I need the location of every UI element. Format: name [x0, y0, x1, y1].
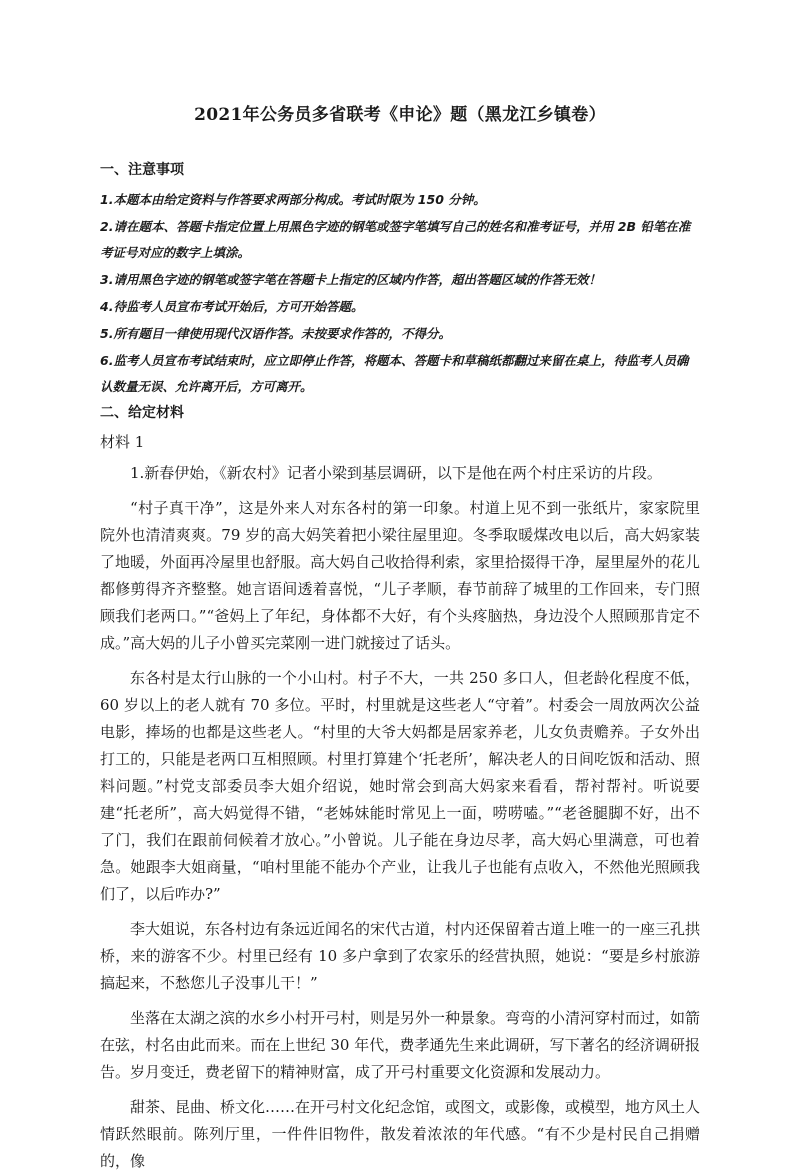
notice-item: 1.本题本由给定资料与作答要求两部分构成。考试时限为 150 分钟。 — [100, 192, 486, 207]
material-paragraph: “村子真干净”，这是外来人对东各村的第一印象。村道上见不到一张纸片，家家院里院外也清清爽爽。79 岁的高大妈笑着把小梁往屋里迎。冬季取暖煤改电以后，高大妈家装了地暖，外面再冷屋里也舒服。高大妈自己收拾得利索，家里拾掇得干净，屋里屋外的花儿都修剪得齐齐整整。她言语间透着喜悦，“儿子孝顺，春节前辞了城里的工作回来，专门照顾我们老两口。”“爸妈上了年纪，身体都不大好，有个头疼脑热，身边没个人照顾那肯定不成。”高大妈的儿子小曾买完菜刚一进门就接过了话头。 — [100, 499, 701, 652]
notice-item: 4.待监考人员宣布考试开始后，方可开始答题。 — [100, 299, 364, 314]
material-paragraph: 坐落在太湖之滨的水乡小村开弓村，则是另外一种景象。弯弯的小清河穿村而过，如箭在弦，村名由此而来。而在上世纪 30 年代，费孝通先生来此调研，写下著名的经济调研报告。岁月变迁，费老留下的精神财富，成了开弓村重要文化资源和发展动力。 — [100, 1009, 701, 1081]
notice-item: 6.监考人员宣布考试结束时，应立即停止作答，将题本、答题卡和草稿纸都翻过来留在桌上，待监考人员确认数量无误、允许离开后，方可离开。 — [100, 353, 689, 394]
material-paragraph: 东各村是太行山脉的一个小山村。村子不大，一共 250 多口人，但老龄化程度不低，60 岁以上的老人就有 70 多位。平时，村里就是这些老人“守着”。村委会一周放两次公益电影，捧场的也都是这些老人。“村里的大爷大妈都是居家养老，儿女负责赡养。子女外出打工的，只能是老两口互相照顾。村里打算建个‘托老所’，解决老人的日间吃饭和活动、照料问题。”村党支部委员李大姐介绍说，她时常会到高大妈家来看看，帮衬帮衬。听说要建“托老所”，高大妈觉得不错，“老姊妹能时常见上一面，唠唠嗑。”“老爸腿脚不好，出不了门，我们在跟前伺候着才放心。”小曾说。儿子能在身边尽孝，高大妈心里满意，可也着急。她跟李大姐商量，“咱村里能不能办个产业，让我儿子也能有点收入，不然他光照顾我们了，以后咋办?” — [100, 669, 700, 903]
notice-item: 5.所有题目一律使用现代汉语作答。未按要求作答的，不得分。 — [100, 326, 451, 341]
document-title: 2021年公务员多省联考《申论》题（黑龙江乡镇卷） — [194, 105, 606, 125]
notice-item: 2.请在题本、答题卡指定位置上用黑色字迹的钢笔或签字笔填写自己的姓名和准考证号，并用 2B 铅笔在准考证号对应的数字上填涂。 — [100, 219, 691, 260]
material-paragraph: 1.新春伊始，《新农村》记者小梁到基层调研，以下是他在两个村庄采访的片段。 — [130, 464, 662, 482]
notice-list — [100, 187, 700, 400]
material-paragraph: 李大姐说，东各村边有条远近闻名的宋代古道，村内还保留着古道上唯一的一座三孔拱桥，来的游客不少。村里已经有 10 多户拿到了农家乐的经营执照，她说：“要是乡村旅游搞起来，不愁您儿子没事儿干！” — [100, 920, 701, 992]
section-heading-notices: 一、注意事项 — [100, 162, 184, 178]
notice-item: 3.请用黑色字迹的钢笔或签字笔在答题卡上指定的区域内作答，超出答题区域的作答无效！ — [100, 272, 601, 287]
section-heading-materials: 二、给定材料 — [100, 405, 184, 421]
material-paragraph: 甜茶、昆曲、桥文化……在开弓村文化纪念馆，或图文，或影像，或模型，地方风土人情跃然眼前。陈列厅里，一件件旧物件，散发着浓浓的年代感。“有不少是村民自己捐赠的，像 — [100, 1098, 701, 1170]
material-label: 材料 1 — [100, 433, 145, 451]
